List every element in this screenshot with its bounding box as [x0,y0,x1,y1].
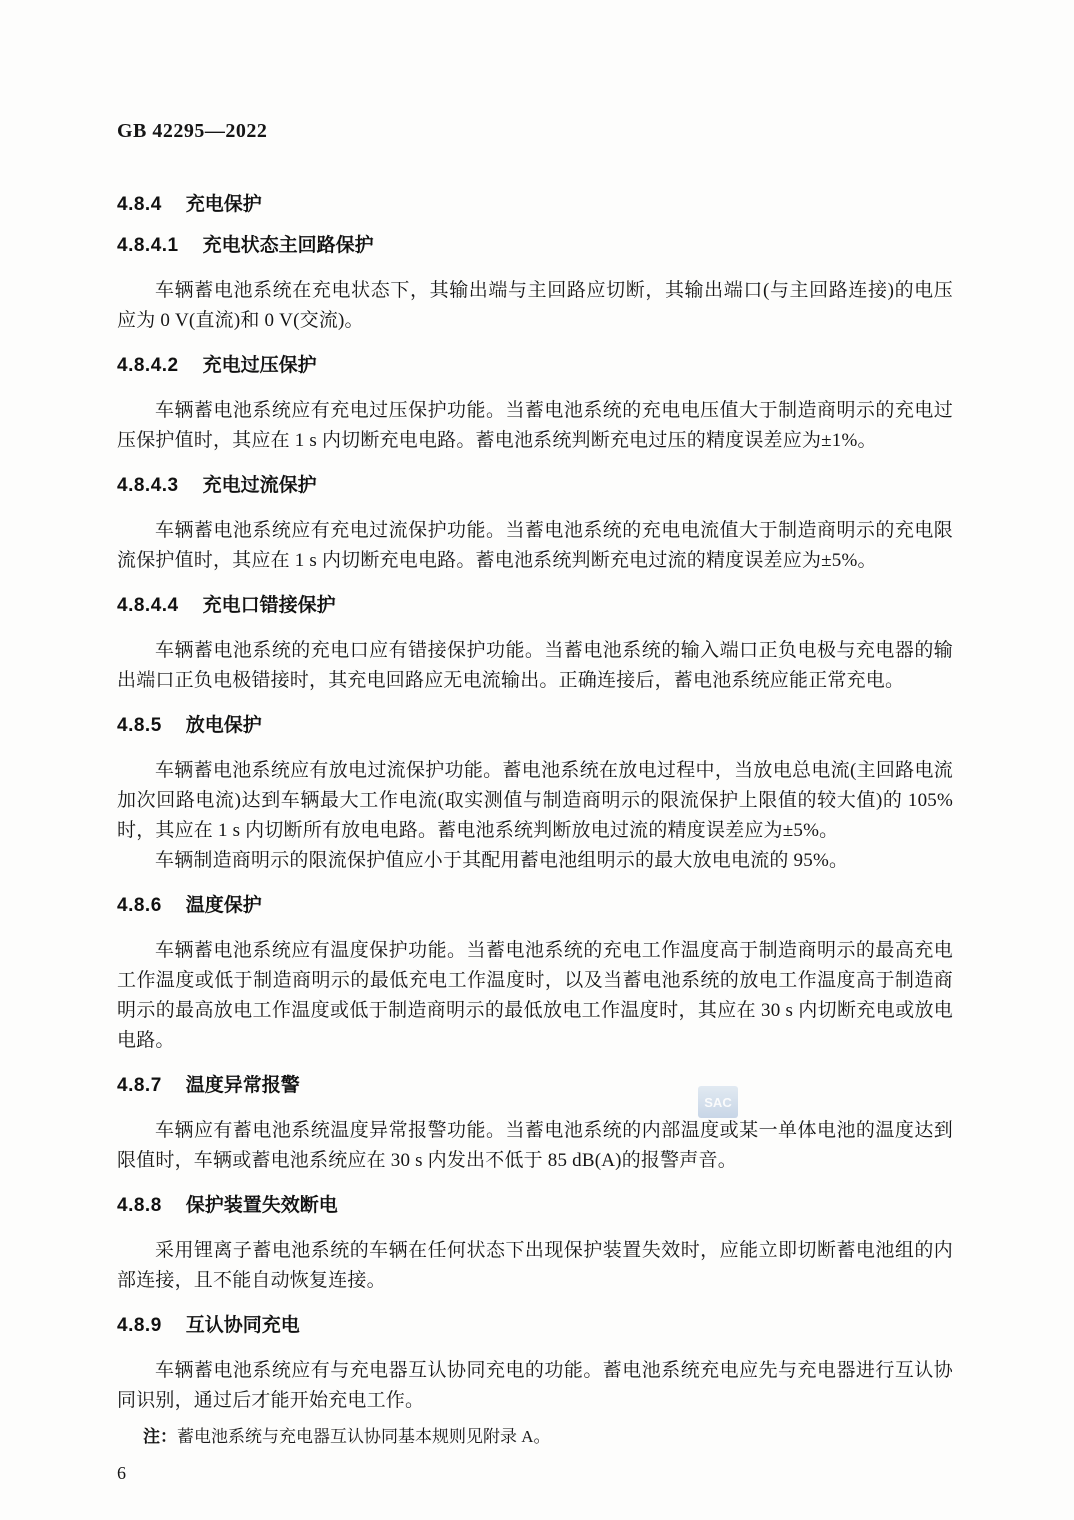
section-heading [117,895,953,917]
section-number: 4.8.4.3 [117,475,179,496]
page-header [117,120,953,142]
section-heading [117,595,953,617]
section-paragraph: 车辆蓄电池系统应有与充电器互认协同充电的功能。蓄电池系统充电应先与充电器进行互认协同识别，通过后才能开始充电工作。 [117,1360,953,1411]
section-number: 4.8.4 [117,194,162,215]
section-number: 4.8.8 [117,1195,162,1216]
section [117,475,953,576]
section-paragraph: 车辆蓄电池系统在充电状态下，其输出端与主回路应切断，其输出端口(与主回路连接)的电压应为 0 V(直流)和 0 V(交流)。 [117,280,953,331]
section [117,1195,953,1296]
section-number: 4.8.5 [117,715,162,736]
section-title: 充电保护 [185,194,262,215]
section-number: 4.8.4.4 [117,595,179,616]
section-paragraph: 车辆蓄电池系统应有充电过压保护功能。当蓄电池系统的充电电压值大于制造商明示的充电过压保护值时，其应在 1 s 内切断充电电路。蓄电池系统判断充电过压的精度误差应为±1%。 [117,400,953,451]
section-heading [117,715,953,737]
section-heading [117,355,953,377]
section-title: 充电状态主回路保护 [202,235,374,256]
section-paragraph: 车辆蓄电池系统应有放电过流保护功能。蓄电池系统在放电过程中，当放电总电流(主回路电流加次回路电流)达到车辆最大工作电流(取实测值与制造商明示的限流保护上限值的较大值)的 105%时，其应在 1 s 内切断所有放电电路。蓄电池系统判断放电过流的精度误差应为±5%。 [117,760,953,841]
section-number: 4.8.4.1 [117,235,179,256]
section-title: 保护装置失效断电 [185,1195,338,1216]
section-note: 注：蓄电池系统与充电器互认协同基本规则见附录 A。 [143,1427,551,1446]
section-title: 充电过流保护 [202,475,317,496]
section-paragraph: 车辆蓄电池系统应有充电过流保护功能。当蓄电池系统的充电电流值大于制造商明示的充电限流保护值时，其应在 1 s 内切断充电电路。蓄电池系统判断充电过流的精度误差应为±5%。 [117,520,953,571]
section-heading [117,194,953,216]
section [117,1075,953,1176]
sac-watermark: SAC [698,1086,738,1118]
section-paragraph: 车辆蓄电池系统应有温度保护功能。当蓄电池系统的充电工作温度高于制造商明示的最高充电工作温度或低于制造商明示的最低充电工作温度时，以及当蓄电池系统的放电工作温度高于制造商明示的最高放电工作温度或低于制造商明示的最低放电工作温度时，其应在 30 s 内切断充电或放电电路。 [117,940,953,1051]
section [117,355,953,456]
section-number: 4.8.4.2 [117,355,179,376]
section-heading [117,1195,953,1217]
section-paragraph: 车辆制造商明示的限流保护值应小于其配用蓄电池组明示的最大放电电流的 95%。 [155,850,849,871]
section-heading [117,235,953,257]
section [117,194,953,216]
section [117,895,953,1056]
section-title: 温度异常报警 [185,1075,300,1096]
standard-number: GB 42295—2022 [117,120,268,142]
section [117,1315,953,1450]
section-paragraph: 采用锂离子蓄电池系统的车辆在任何状态下出现保护装置失效时，应能立即切断蓄电池组的内部连接，且不能自动恢复连接。 [117,1240,953,1291]
page-number: 6 [117,1463,126,1483]
section-number: 4.8.9 [117,1315,162,1336]
section-number: 4.8.6 [117,895,162,916]
note-label: 注： [143,1427,177,1446]
section-title: 充电过压保护 [202,355,317,376]
section [117,235,953,336]
section-heading [117,1075,953,1097]
section-number: 4.8.7 [117,1075,162,1096]
section-title: 互认协同充电 [185,1315,300,1336]
section-title: 放电保护 [185,715,262,736]
section [117,715,953,876]
section-title: 充电口错接保护 [202,595,336,616]
section [117,595,953,696]
section-title: 温度保护 [185,895,262,916]
section-paragraph: 车辆应有蓄电池系统温度异常报警功能。当蓄电池系统的内部温度或某一单体电池的温度达到限值时，车辆或蓄电池系统应在 30 s 内发出不低于 85 dB(A)的报警声音。 [117,1120,953,1171]
section-heading [117,1315,953,1337]
section-heading [117,475,953,497]
section-paragraph: 车辆蓄电池系统的充电口应有错接保护功能。当蓄电池系统的输入端口正负电极与充电器的输出端口正负电极错接时，其充电回路应无电流输出。正确连接后，蓄电池系统应能正常充电。 [117,640,953,691]
document-body [117,194,953,1450]
